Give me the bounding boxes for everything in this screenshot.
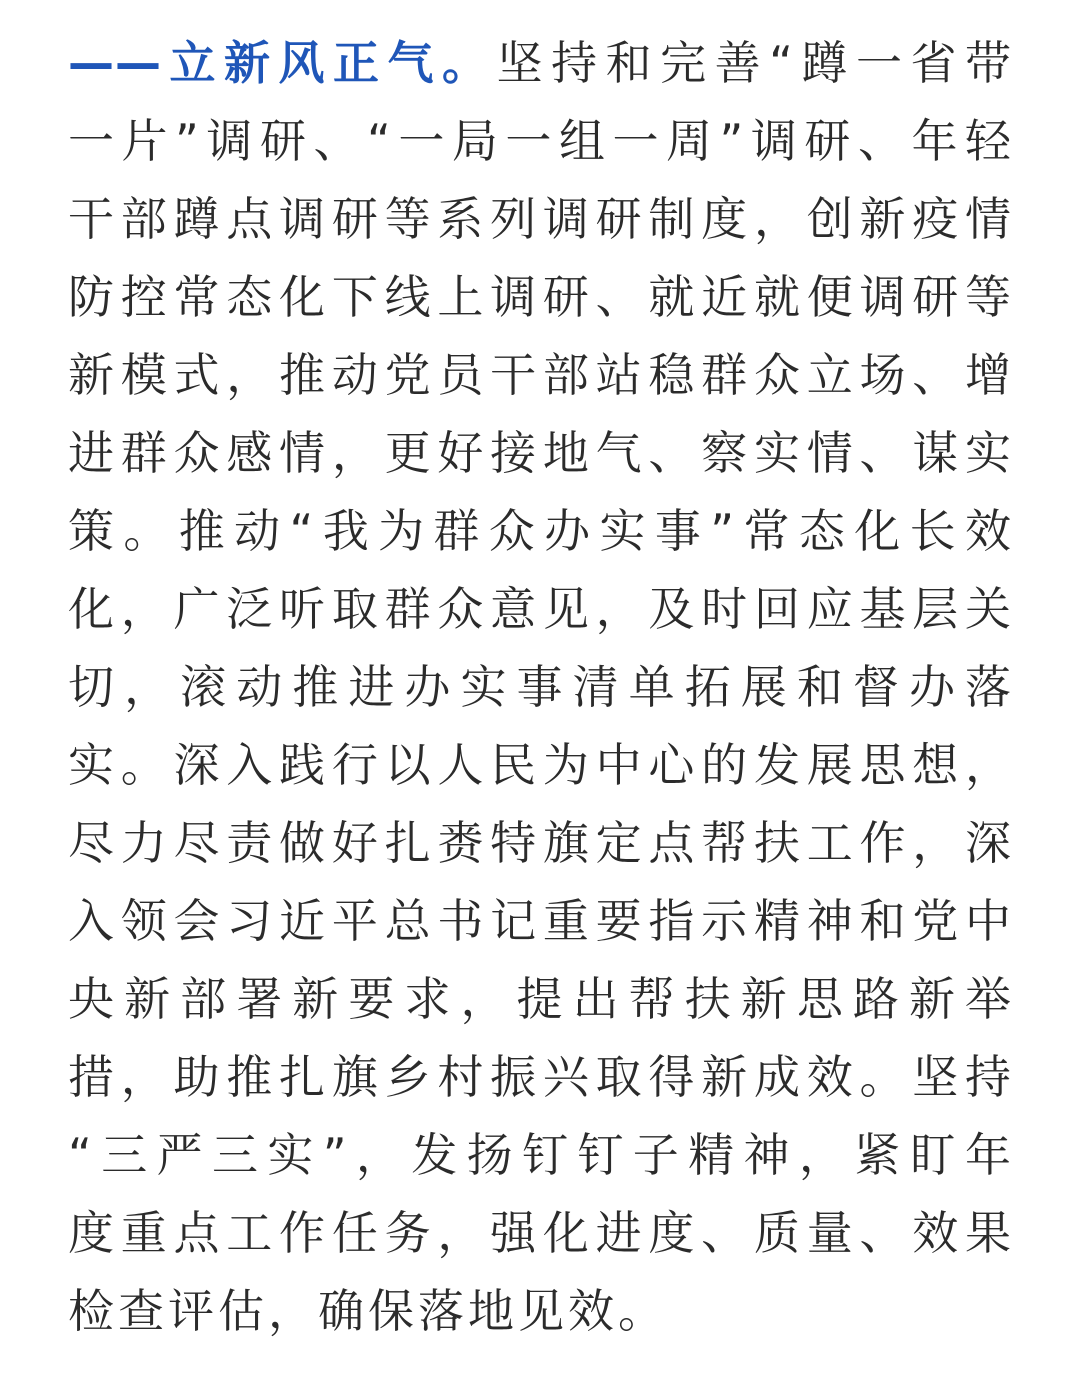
paragraph-line-8: 化，广泛听取群众意见，及时回应基层关 — [68, 582, 1012, 636]
paragraph-line-12: 入领会习近平总书记重要指示精神和党中 — [68, 894, 1012, 948]
paragraph-line-2: 一片”调研、“一局一组一周”调研、年轻 — [68, 114, 1012, 168]
paragraph-line-14: 措，助推扎旗乡村振兴取得新成效。坚持 — [68, 1050, 1012, 1104]
line-1-text: 坚持和完善“蹲一省带 — [496, 36, 1012, 90]
paragraph-line-5: 新模式，推动党员干部站稳群众立场、增 — [68, 348, 1012, 402]
article-paragraph — [68, 24, 1012, 1350]
paragraph-line-4: 防控常态化下线上调研、就近就便调研等 — [68, 270, 1012, 324]
section-heading: ——立新风正气。 — [68, 36, 497, 90]
paragraph-line-3: 干部蹲点调研等系列调研制度，创新疫情 — [68, 192, 1012, 246]
paragraph-line-1 — [68, 24, 1012, 102]
paragraph-line-15: “三严三实”，发扬钉钉子精神，紧盯年 — [68, 1128, 1012, 1182]
paragraph-line-6: 进群众感情，更好接地气、察实情、谋实 — [68, 426, 1012, 480]
paragraph-line-13: 央新部署新要求，提出帮扶新思路新举 — [68, 972, 1012, 1026]
paragraph-line-7: 策。推动“我为群众办实事”常态化长效 — [68, 504, 1012, 558]
paragraph-line-17: 检查评估，确保落地见效。 — [68, 1284, 668, 1338]
paragraph-line-11: 尽力尽责做好扎赉特旗定点帮扶工作，深 — [68, 816, 1012, 870]
paragraph-line-9: 切，滚动推进办实事清单拓展和督办落 — [68, 660, 1012, 714]
paragraph-line-16: 度重点工作任务，强化进度、质量、效果 — [68, 1206, 1012, 1260]
paragraph-line-10: 实。深入践行以人民为中心的发展思想， — [68, 738, 1012, 792]
